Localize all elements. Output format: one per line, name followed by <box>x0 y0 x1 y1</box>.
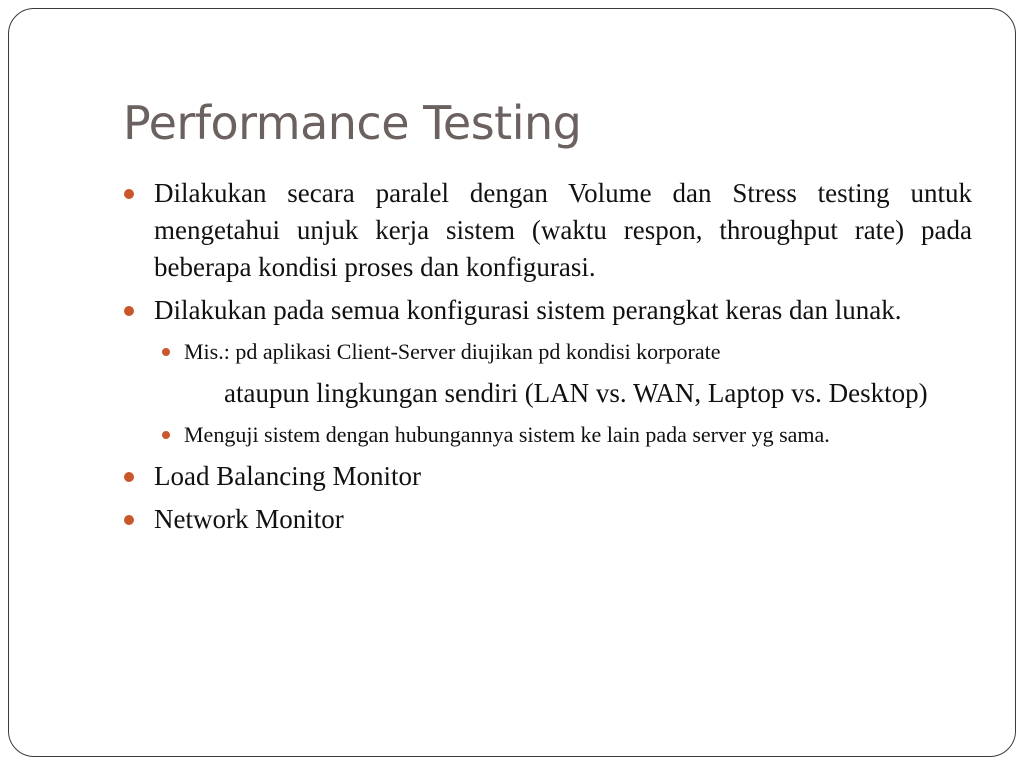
bullet-item <box>123 292 972 329</box>
slide-frame <box>8 8 1016 757</box>
sub-bullet-item <box>123 335 972 369</box>
sub-bullet-item <box>123 418 972 452</box>
slide-title: Performance Testing <box>123 96 582 150</box>
bullet-dot-icon <box>124 472 134 482</box>
bullet-item <box>123 458 972 495</box>
continuation-text: ataupun lingkungan sendiri (LAN vs. WAN, Laptop vs. Desktop) <box>224 378 928 408</box>
sub-bullet-text: Mis.: pd aplikasi Client-Server diujikan pd kondisi korporate <box>184 339 721 364</box>
sub-bullet-text: Menguji sistem dengan hubungannya sistem ke lain pada server yg sama. <box>184 422 830 447</box>
slide-content <box>123 175 972 544</box>
bullet-dot-icon <box>124 189 134 199</box>
bullet-text: Load Balancing Monitor <box>154 461 421 491</box>
bullet-text: Dilakukan secara paralel dengan Volume dan Stress testing untuk mengetahui unjuk kerja sistem (waktu respon, throughput rate) pada beberapa kondisi proses dan konfigurasi. <box>154 178 972 282</box>
bullet-dot-icon <box>124 515 134 525</box>
bullet-dot-icon <box>124 306 134 316</box>
bullet-text: Network Monitor <box>154 504 344 534</box>
sub-bullet-dot-icon <box>162 348 170 356</box>
bullet-text: Dilakukan pada semua konfigurasi sistem perangkat keras dan lunak. <box>154 295 902 325</box>
bullet-item <box>123 175 972 286</box>
sub-bullet-dot-icon <box>162 431 170 439</box>
bullet-item <box>123 501 972 538</box>
